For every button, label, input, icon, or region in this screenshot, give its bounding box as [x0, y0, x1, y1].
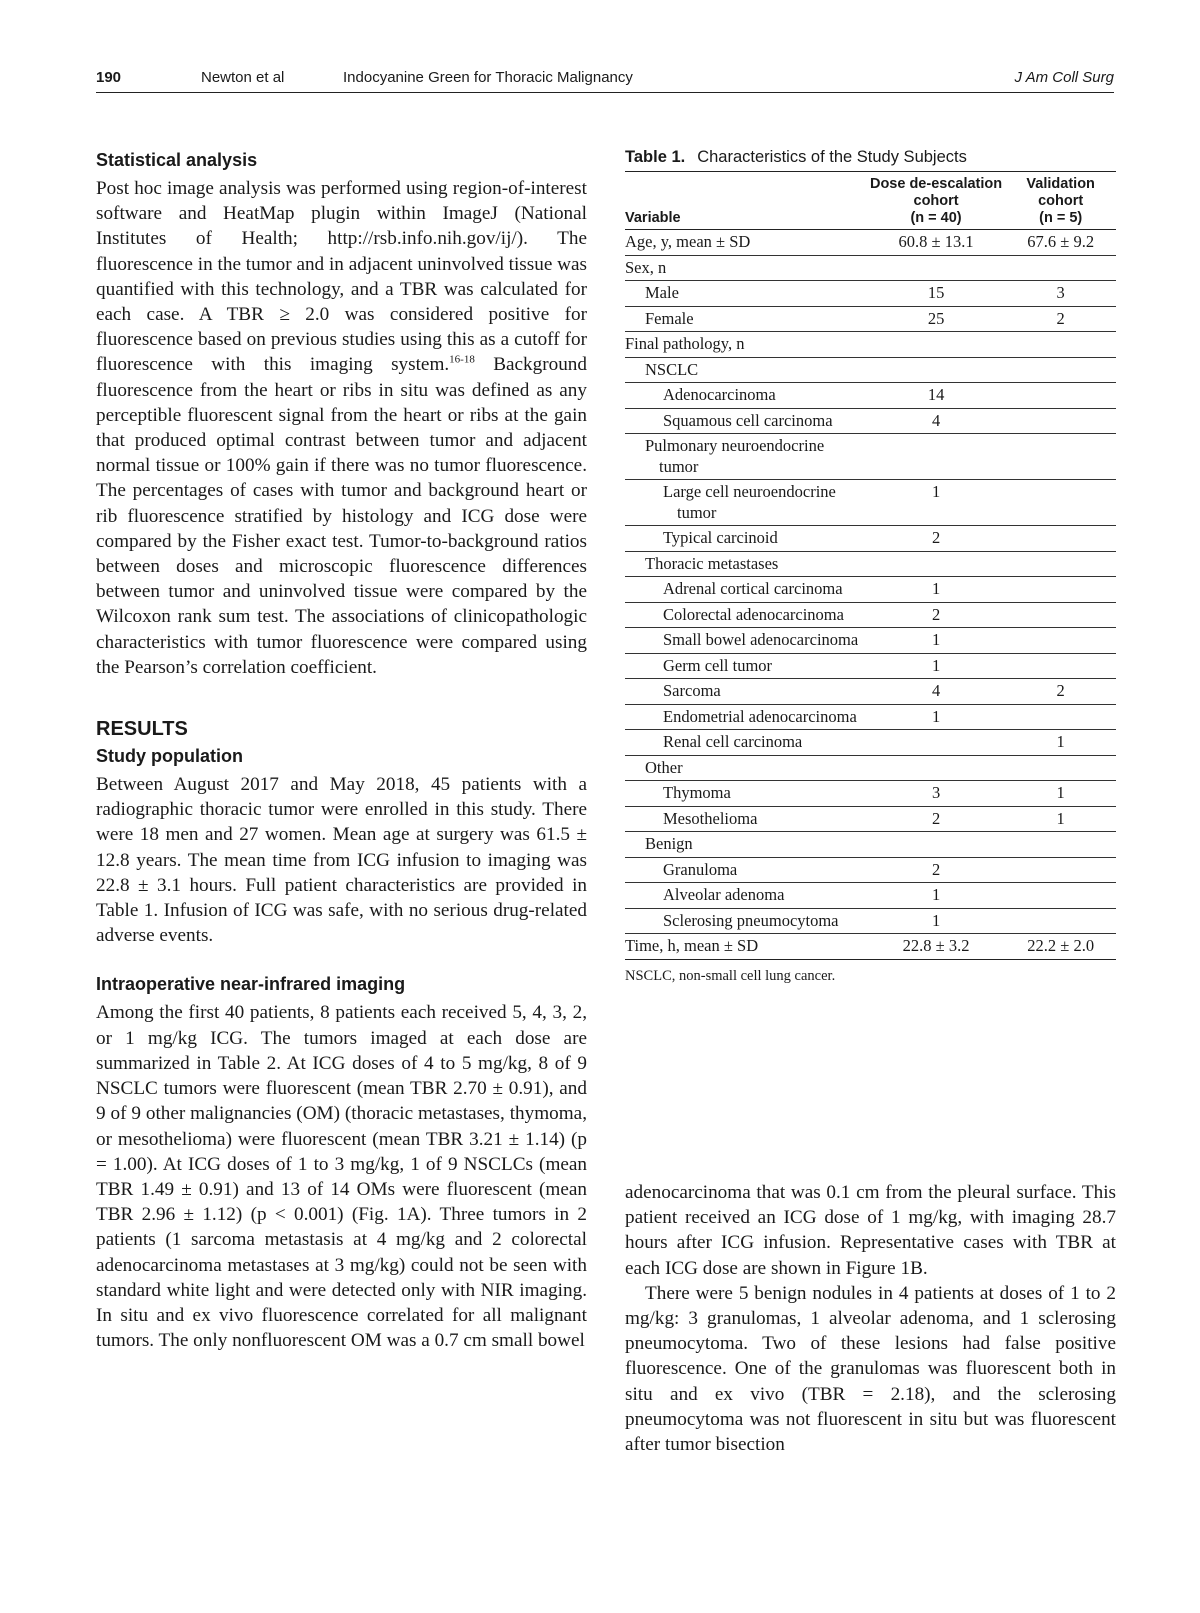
- cell-validation-cohort: 1: [1005, 806, 1116, 832]
- table-row: [625, 577, 1116, 603]
- right-column: [625, 1180, 1116, 1457]
- right-paragraph-2: There were 5 benign nodules in 4 patients at doses of 1 to 2 mg/kg: 3 granulomas, 1 alveolar adenoma, and 1 sclerosing pneumocytoma. Two of these lesions had false positive fluorescence. One of the granulomas was fluorescent both in situ and ex vivo (TBR = 2.18), and the sclerosing pneumocytoma was not fluorescent in situ but was fluorescent after tumor bisection: [625, 1282, 1116, 1456]
- cell-variable: Alveolar adenoma: [625, 883, 867, 909]
- cell-validation-cohort: 67.6 ± 9.2: [1005, 230, 1116, 256]
- cell-validation-cohort: [1005, 883, 1116, 909]
- cell-variable: Large cell neuroendocrine tumor: [625, 480, 867, 526]
- cell-variable: Thoracic metastases: [625, 551, 867, 577]
- cell-validation-cohort: 22.2 ± 2.0: [1005, 934, 1116, 960]
- citation-ref: 16-18: [449, 354, 475, 367]
- statistical-analysis-paragraph: Post hoc image analysis was performed using region-of-interest software and HeatMap plugin within ImageJ (National Institutes of Health; http://rsb.info.nih.gov/ij/). The fluorescence in the tumor and in adjacent uninvolved tissue was quantified with this technology, and a TBR was calculated for each case. A TBR ≥ 2.0 was considered positive for fluorescence based on previous studies using this as a cutoff for fluorescence with this imaging system.$^{16-18}$ Background fluorescence from the heart or ribs in situ was defined as any perceptible fluorescent signal from the heart or ribs at the gain that produced optimal contrast between tumor and adjacent normal tissue or 100% gain if there was no tumor fluorescence. The percentages of cases with tumor and background heart or rib fluorescence stratified by histology and ICG dose were compared by the Fisher exact test. Tumor-to-background ratios between doses and microscopic fluorescence differences between tumor and uninvolved tissue were compared by the Wilcoxon rank sum test. The associations of clinicopathologic characteristics with tumor fluorescence were compared using the Pearson’s correlation coefficient.: [96, 178, 587, 678]
- nir-imaging-heading: Intraoperative near-infrared imaging: [96, 974, 406, 995]
- table-row: [625, 781, 1116, 807]
- cell-dose-cohort: 25: [867, 306, 1006, 332]
- cell-variable: Age, y, mean ± SD: [625, 230, 867, 256]
- cell-dose-cohort: [867, 332, 1006, 358]
- results-heading: RESULTS: [96, 718, 188, 741]
- table-row: [625, 332, 1116, 358]
- cell-variable: Sex, n: [625, 255, 867, 281]
- table-row: [625, 857, 1116, 883]
- cell-validation-cohort: [1005, 602, 1116, 628]
- cell-validation-cohort: [1005, 857, 1116, 883]
- table-row: [625, 934, 1116, 960]
- cell-variable: NSCLC: [625, 357, 867, 383]
- cell-variable: Male: [625, 281, 867, 307]
- cell-dose-cohort: 4: [867, 679, 1006, 705]
- table-row: [625, 434, 1116, 480]
- cell-dose-cohort: 1: [867, 480, 1006, 526]
- cell-variable: Squamous cell carcinoma: [625, 408, 867, 434]
- cell-dose-cohort: 4: [867, 408, 1006, 434]
- cell-validation-cohort: [1005, 332, 1116, 358]
- cell-validation-cohort: [1005, 480, 1116, 526]
- cell-variable: Mesothelioma: [625, 806, 867, 832]
- cell-dose-cohort: [867, 255, 1006, 281]
- cell-dose-cohort: 2: [867, 602, 1006, 628]
- cell-validation-cohort: [1005, 357, 1116, 383]
- cell-dose-cohort: 15: [867, 281, 1006, 307]
- table-row: [625, 883, 1116, 909]
- cell-dose-cohort: [867, 755, 1006, 781]
- journal-name: J Am Coll Surg: [1014, 69, 1114, 86]
- table-row: [625, 230, 1116, 256]
- nir-imaging-paragraph: Among the first 40 patients, 8 patients each received 5, 4, 3, 2, or 1 mg/kg ICG. The tumors imaged at each dose are summarized in Table 2. At ICG doses of 4 to 5 mg/kg, 8 of 9 NSCLC tumors were fluorescent (mean TBR 2.70 ± 0.91), and 9 of 9 other malignancies (OM) (thoracic metastases, thymoma, or mesothelioma) were fluorescent (mean TBR 3.21 ± 1.14) (p = 1.00). At ICG doses of 1 to 3 mg/kg, 1 of 9 NSCLCs (mean TBR 1.49 ± 0.91) and 13 of 14 OMs were fluorescent (mean TBR 2.96 ± 1.12) (p < 0.001) (Fig. 1A). Three tumors in 2 patients (1 sarcoma metastasis at 4 mg/kg and 2 colorectal adenocarcinoma metastases at 3 mg/kg) could not be seen with standard white light and were detected only with NIR imaging. In situ and ex vivo fluorescence correlated for all malignant tumors. The only nonfluorescent OM was a 0.7 cm small bowel: [96, 1002, 587, 1352]
- cell-validation-cohort: 2: [1005, 679, 1116, 705]
- cell-variable: Pulmonary neuroendocrine tumor: [625, 434, 867, 480]
- table-title: Characteristics of the Study Subjects: [697, 148, 967, 166]
- cell-validation-cohort: [1005, 832, 1116, 858]
- characteristics-table: [625, 172, 1116, 960]
- cell-validation-cohort: [1005, 434, 1116, 480]
- table-row: [625, 755, 1116, 781]
- cell-variable: Germ cell tumor: [625, 653, 867, 679]
- cell-variable: Sclerosing pneumocytoma: [625, 908, 867, 934]
- cell-dose-cohort: [867, 832, 1006, 858]
- cell-validation-cohort: 1: [1005, 781, 1116, 807]
- cell-variable: Adrenal cortical carcinoma: [625, 577, 867, 603]
- table-row: [625, 602, 1116, 628]
- study-population-heading: Study population: [96, 746, 243, 767]
- col-header-variable: Variable: [625, 172, 867, 230]
- cell-dose-cohort: 2: [867, 526, 1006, 552]
- cell-validation-cohort: [1005, 383, 1116, 409]
- cell-dose-cohort: [867, 730, 1006, 756]
- cell-variable: Sarcoma: [625, 679, 867, 705]
- table-row: [625, 526, 1116, 552]
- cell-dose-cohort: 2: [867, 857, 1006, 883]
- cell-validation-cohort: [1005, 255, 1116, 281]
- cell-validation-cohort: [1005, 551, 1116, 577]
- cell-validation-cohort: [1005, 704, 1116, 730]
- cell-dose-cohort: 1: [867, 704, 1006, 730]
- col-header-validation-cohort: Validation cohort (n = 5): [1005, 172, 1116, 230]
- cell-dose-cohort: 60.8 ± 13.1: [867, 230, 1006, 256]
- cell-variable: Final pathology, n: [625, 332, 867, 358]
- cell-dose-cohort: 14: [867, 383, 1006, 409]
- table-label: Table 1.: [625, 148, 686, 166]
- page-number: 190: [96, 69, 122, 86]
- cell-variable: Colorectal adenocarcinoma: [625, 602, 867, 628]
- cell-dose-cohort: 1: [867, 628, 1006, 654]
- cell-dose-cohort: 1: [867, 577, 1006, 603]
- table-1: [625, 148, 1116, 985]
- right-paragraph-1: adenocarcinoma that was 0.1 cm from the pleural surface. This patient received an ICG dose of 1 mg/kg, with imaging 28.7 hours after ICG infusion. Representative cases with TBR at each ICG dose are shown in Figure 1B.: [625, 1182, 1116, 1279]
- cell-dose-cohort: 1: [867, 883, 1006, 909]
- table-row: [625, 255, 1116, 281]
- cell-validation-cohort: 1: [1005, 730, 1116, 756]
- cell-variable: Other: [625, 755, 867, 781]
- cell-validation-cohort: [1005, 755, 1116, 781]
- cell-validation-cohort: [1005, 628, 1116, 654]
- cell-dose-cohort: [867, 551, 1006, 577]
- cell-variable: Endometrial adenocarcinoma: [625, 704, 867, 730]
- running-title: Indocyanine Green for Thoracic Malignancy: [343, 69, 633, 86]
- table-row: [625, 408, 1116, 434]
- cell-validation-cohort: [1005, 577, 1116, 603]
- table-row: [625, 908, 1116, 934]
- cell-variable: Typical carcinoid: [625, 526, 867, 552]
- table-row: [625, 730, 1116, 756]
- cell-dose-cohort: [867, 434, 1006, 480]
- cell-dose-cohort: [867, 357, 1006, 383]
- cell-dose-cohort: 1: [867, 653, 1006, 679]
- running-header: [96, 66, 1114, 93]
- cell-variable: Granuloma: [625, 857, 867, 883]
- table-row: [625, 551, 1116, 577]
- table-row: [625, 357, 1116, 383]
- table-footnote: NSCLC, non-small cell lung cancer.: [625, 967, 836, 984]
- cell-validation-cohort: [1005, 408, 1116, 434]
- table-row: [625, 306, 1116, 332]
- cell-validation-cohort: [1005, 908, 1116, 934]
- cell-validation-cohort: [1005, 526, 1116, 552]
- cell-variable: Adenocarcinoma: [625, 383, 867, 409]
- cell-variable: Time, h, mean ± SD: [625, 934, 867, 960]
- table-row: [625, 704, 1116, 730]
- statistical-analysis-heading: Statistical analysis: [96, 150, 258, 170]
- cell-variable: Female: [625, 306, 867, 332]
- table-header-row: [625, 172, 1116, 230]
- cell-dose-cohort: 1: [867, 908, 1006, 934]
- running-authors: Newton et al: [201, 69, 285, 86]
- cell-variable: Thymoma: [625, 781, 867, 807]
- cell-variable: Small bowel adenocarcinoma: [625, 628, 867, 654]
- cell-variable: Renal cell carcinoma: [625, 730, 867, 756]
- cell-validation-cohort: [1005, 653, 1116, 679]
- table-row: [625, 806, 1116, 832]
- cell-dose-cohort: 3: [867, 781, 1006, 807]
- table-row: [625, 281, 1116, 307]
- table-row: [625, 832, 1116, 858]
- col-header-dose-cohort: Dose de-escalation cohort (n = 40): [867, 172, 1006, 230]
- table-row: [625, 653, 1116, 679]
- left-column: [96, 148, 587, 1353]
- cell-dose-cohort: 2: [867, 806, 1006, 832]
- table-row: [625, 383, 1116, 409]
- table-row: [625, 480, 1116, 526]
- cell-dose-cohort: 22.8 ± 3.2: [867, 934, 1006, 960]
- cell-validation-cohort: 3: [1005, 281, 1116, 307]
- table-caption: [625, 148, 1116, 172]
- study-population-paragraph: Between August 2017 and May 2018, 45 patients with a radiographic thoracic tumor were enrolled in this study. There were 18 men and 27 women. Mean age at surgery was 61.5 ± 12.8 years. The mean time from ICG infusion to imaging was 22.8 ± 3.1 hours. Full patient characteristics are provided in Table 1. Infusion of ICG was safe, with no serious drug-related adverse events.: [96, 774, 587, 947]
- table-row: [625, 628, 1116, 654]
- cell-validation-cohort: 2: [1005, 306, 1116, 332]
- cell-variable: Benign: [625, 832, 867, 858]
- table-body: [625, 230, 1116, 960]
- table-row: [625, 679, 1116, 705]
